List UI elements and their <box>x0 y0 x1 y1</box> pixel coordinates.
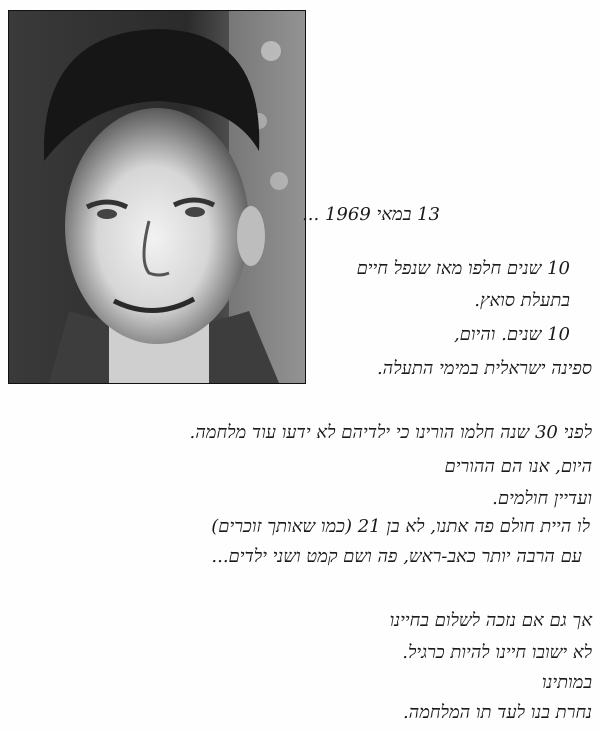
letter-line: היום, אנו הם ההורים <box>444 456 592 477</box>
letter-line: בתעלת סואץ. <box>474 290 570 311</box>
letter-line: לו היית חולם פה אתנו, לא בן 21 (כמו שאותך זוכרים) <box>211 516 590 537</box>
letter-date: 13 במאי 1969 ... <box>302 204 440 225</box>
letter-line: עם הרבה יותר כאב-ראש, פה ושם קמט ושני ילדים... <box>211 546 582 567</box>
letter-line: 10 שנים חלפו מאז שנפל חיים <box>356 258 570 279</box>
letter-line: ספינה ישראלית במימי התעלה. <box>376 358 592 379</box>
letter-line: אך גם אם נזכה לשלום בחיינו <box>389 610 592 631</box>
letter-line: נחרת בנו לעד תו המלחמה. <box>402 702 592 723</box>
letter-line: לפני 30 שנה חלמו הורינו כי ילדיהם לא ידעו עוד מלחמה. <box>189 422 592 443</box>
portrait-photo-icon <box>9 11 305 383</box>
letter-line: לא ישובו חיינו להיות כרגיל. <box>402 642 592 663</box>
portrait-photo <box>8 10 306 384</box>
letter-line: ועדיין חולמים. <box>492 488 592 509</box>
letter-line: במותינו <box>541 672 592 693</box>
letter-line: 10 שנים. והיום, <box>453 324 570 345</box>
